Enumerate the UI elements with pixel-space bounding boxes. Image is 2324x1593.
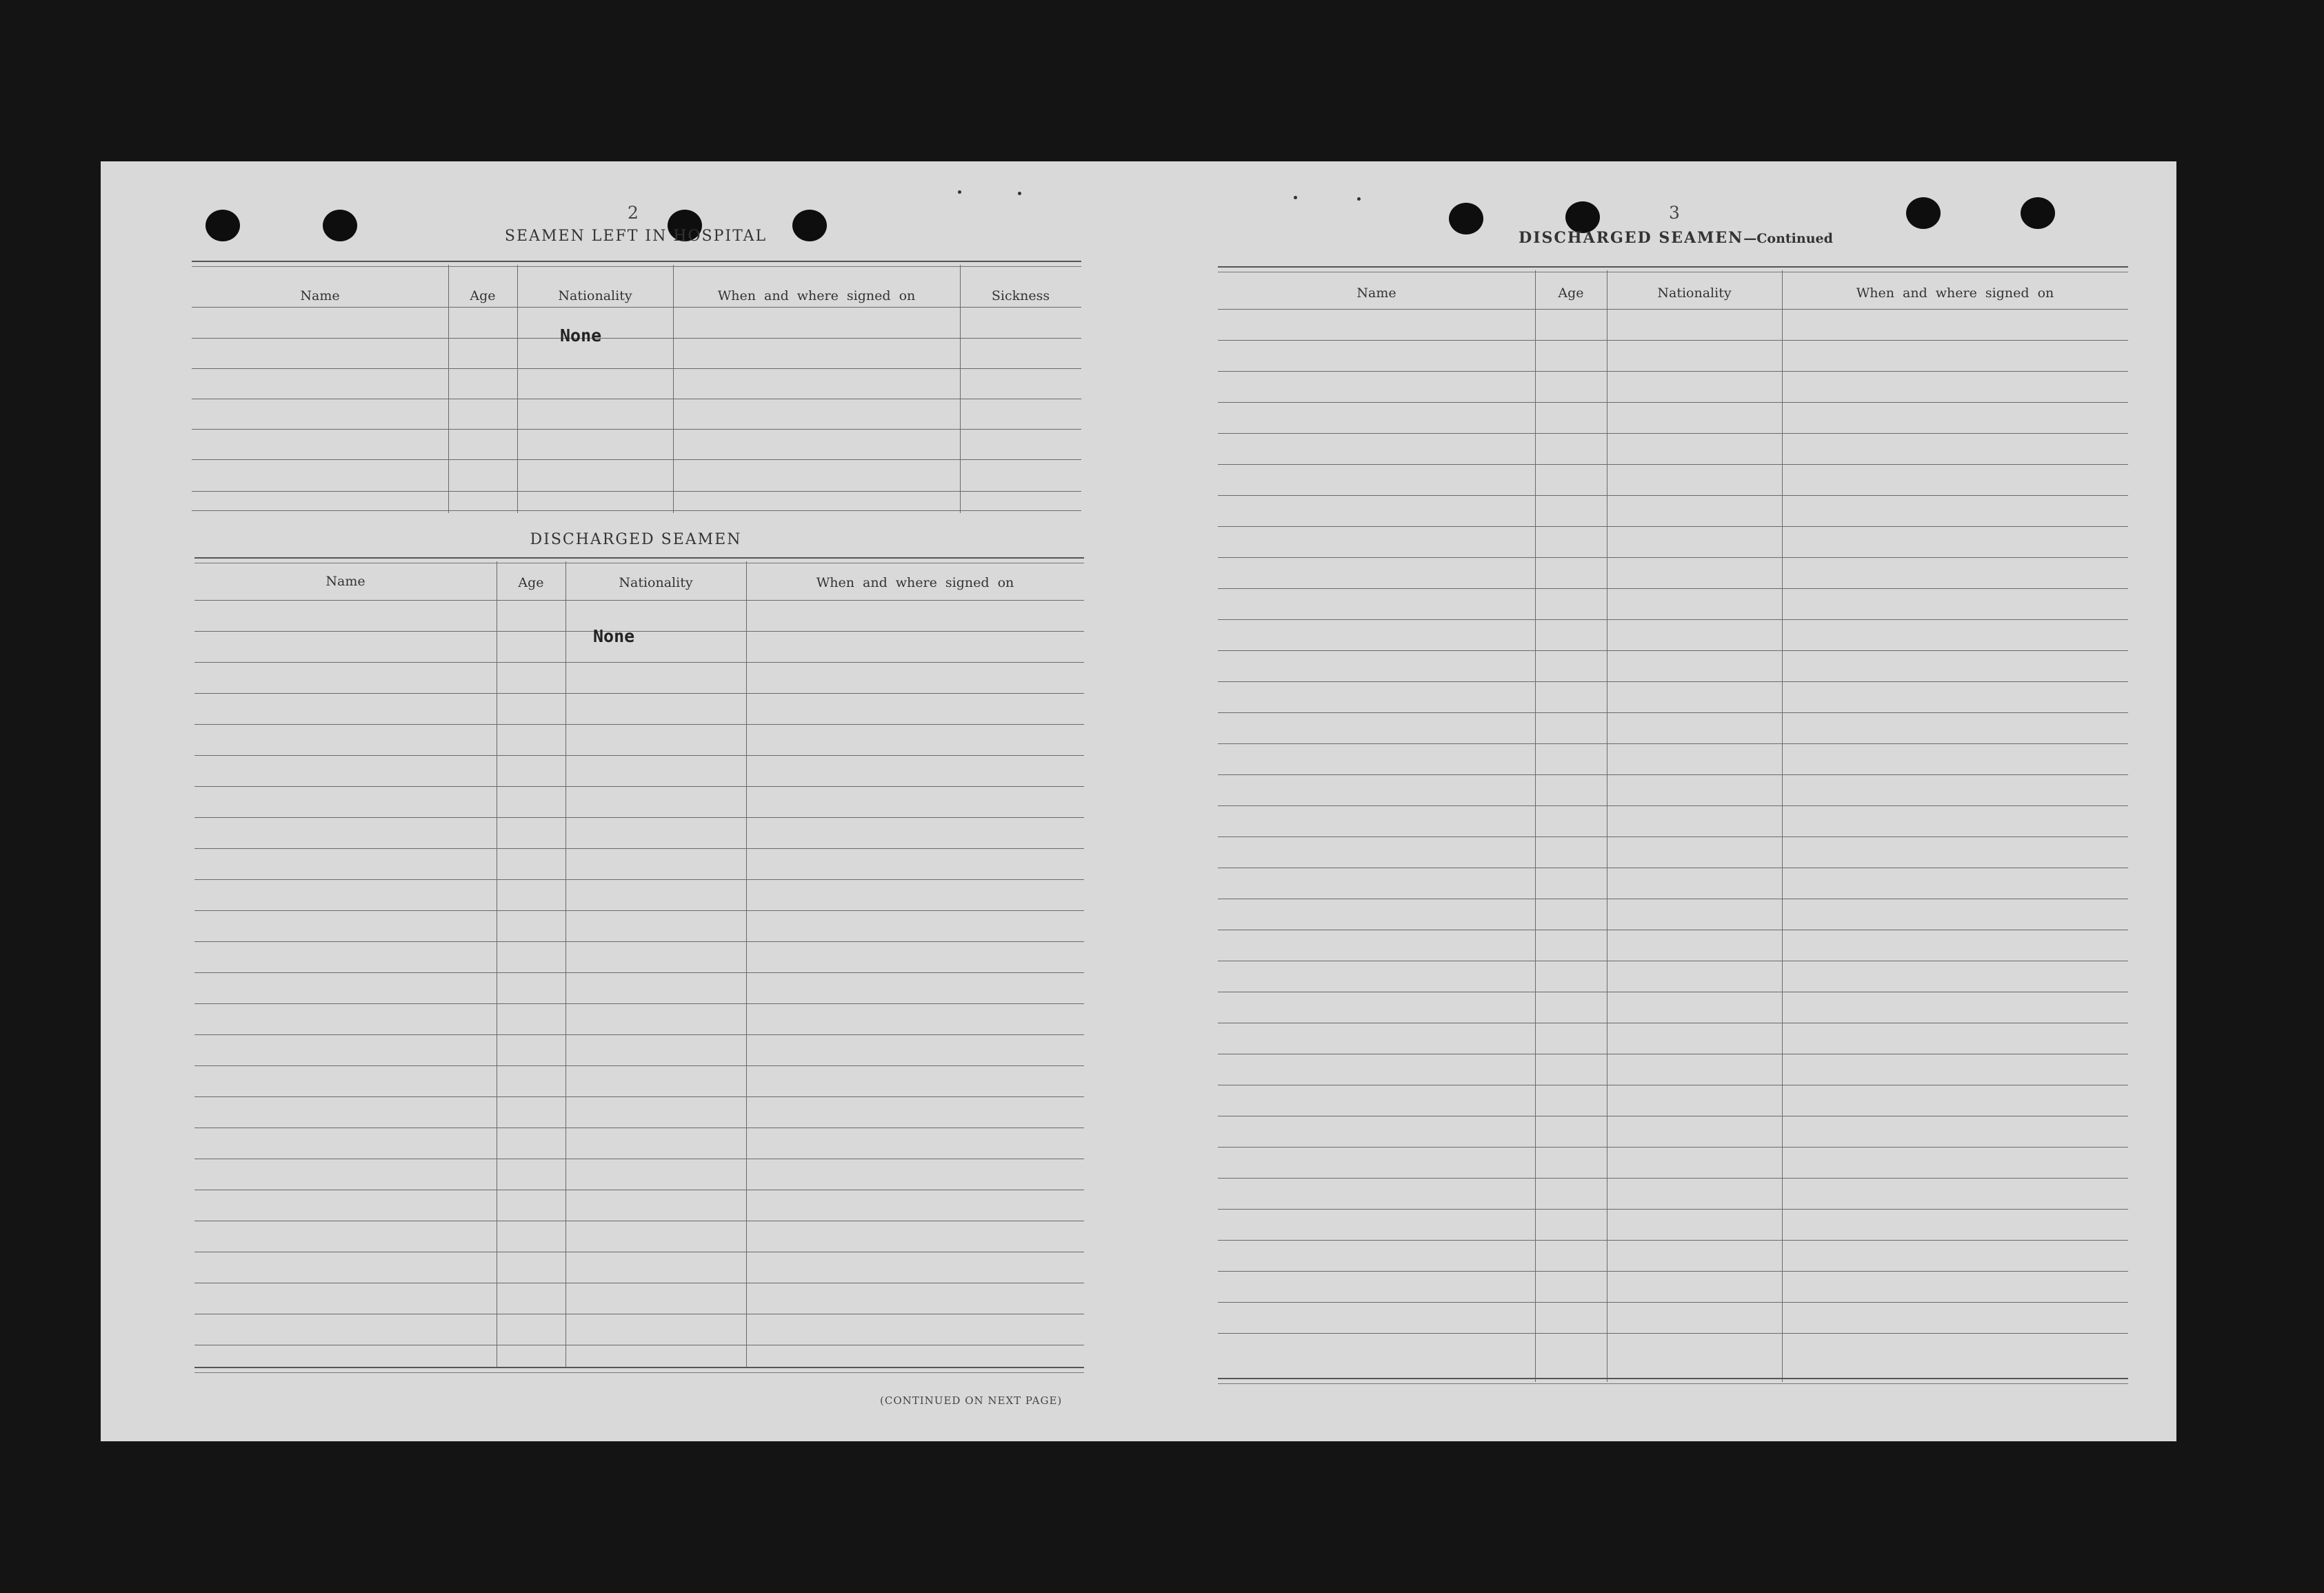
discharged-table	[194, 557, 1084, 1379]
col-header-name: Name	[1356, 285, 1396, 301]
hospital-table	[192, 261, 1081, 513]
discharged-continued-table	[1218, 266, 2128, 1390]
col-header-age: Age	[470, 288, 496, 303]
continued-note: (CONTINUED ON NEXT PAGE)	[880, 1394, 1063, 1407]
section-title-text: DISCHARGED SEAMEN	[1519, 229, 1744, 247]
col-header-nationality: Nationality	[1657, 285, 1732, 301]
speck	[1294, 196, 1297, 199]
punch-hole	[1906, 197, 1941, 229]
col-header-age: Age	[518, 575, 544, 590]
punch-hole	[323, 210, 357, 241]
punch-hole	[1449, 203, 1483, 234]
col-header-signed-on: When and where signed on	[816, 575, 1014, 590]
section-title-discharged: DISCHARGED SEAMEN	[530, 531, 742, 548]
col-header-name: Name	[325, 574, 365, 589]
discharged-entry: None	[593, 626, 635, 646]
speck	[1357, 197, 1361, 201]
page-number: 3	[1669, 203, 1680, 223]
col-header-signed-on: When and where signed on	[717, 288, 916, 303]
section-title-discharged-continued	[1519, 229, 1833, 247]
punch-hole	[206, 210, 240, 241]
col-header-nationality: Nationality	[558, 288, 632, 303]
punch-hole	[792, 210, 827, 241]
punch-hole	[2021, 197, 2055, 229]
section-title-hospital: SEAMEN LEFT IN HOSPITAL	[504, 228, 768, 245]
speck	[958, 190, 961, 194]
ledger-spread	[101, 161, 2176, 1441]
section-title-suffix: —Continued	[1743, 231, 1833, 246]
col-header-sickness: Sickness	[991, 288, 1050, 303]
col-header-name: Name	[300, 288, 340, 303]
hospital-entry: None	[560, 325, 602, 345]
page-number: 2	[628, 203, 639, 223]
col-header-nationality: Nationality	[619, 575, 693, 590]
speck	[1018, 192, 1021, 195]
col-header-age: Age	[1558, 285, 1584, 301]
col-header-signed-on: When and where signed on	[1856, 285, 2054, 301]
